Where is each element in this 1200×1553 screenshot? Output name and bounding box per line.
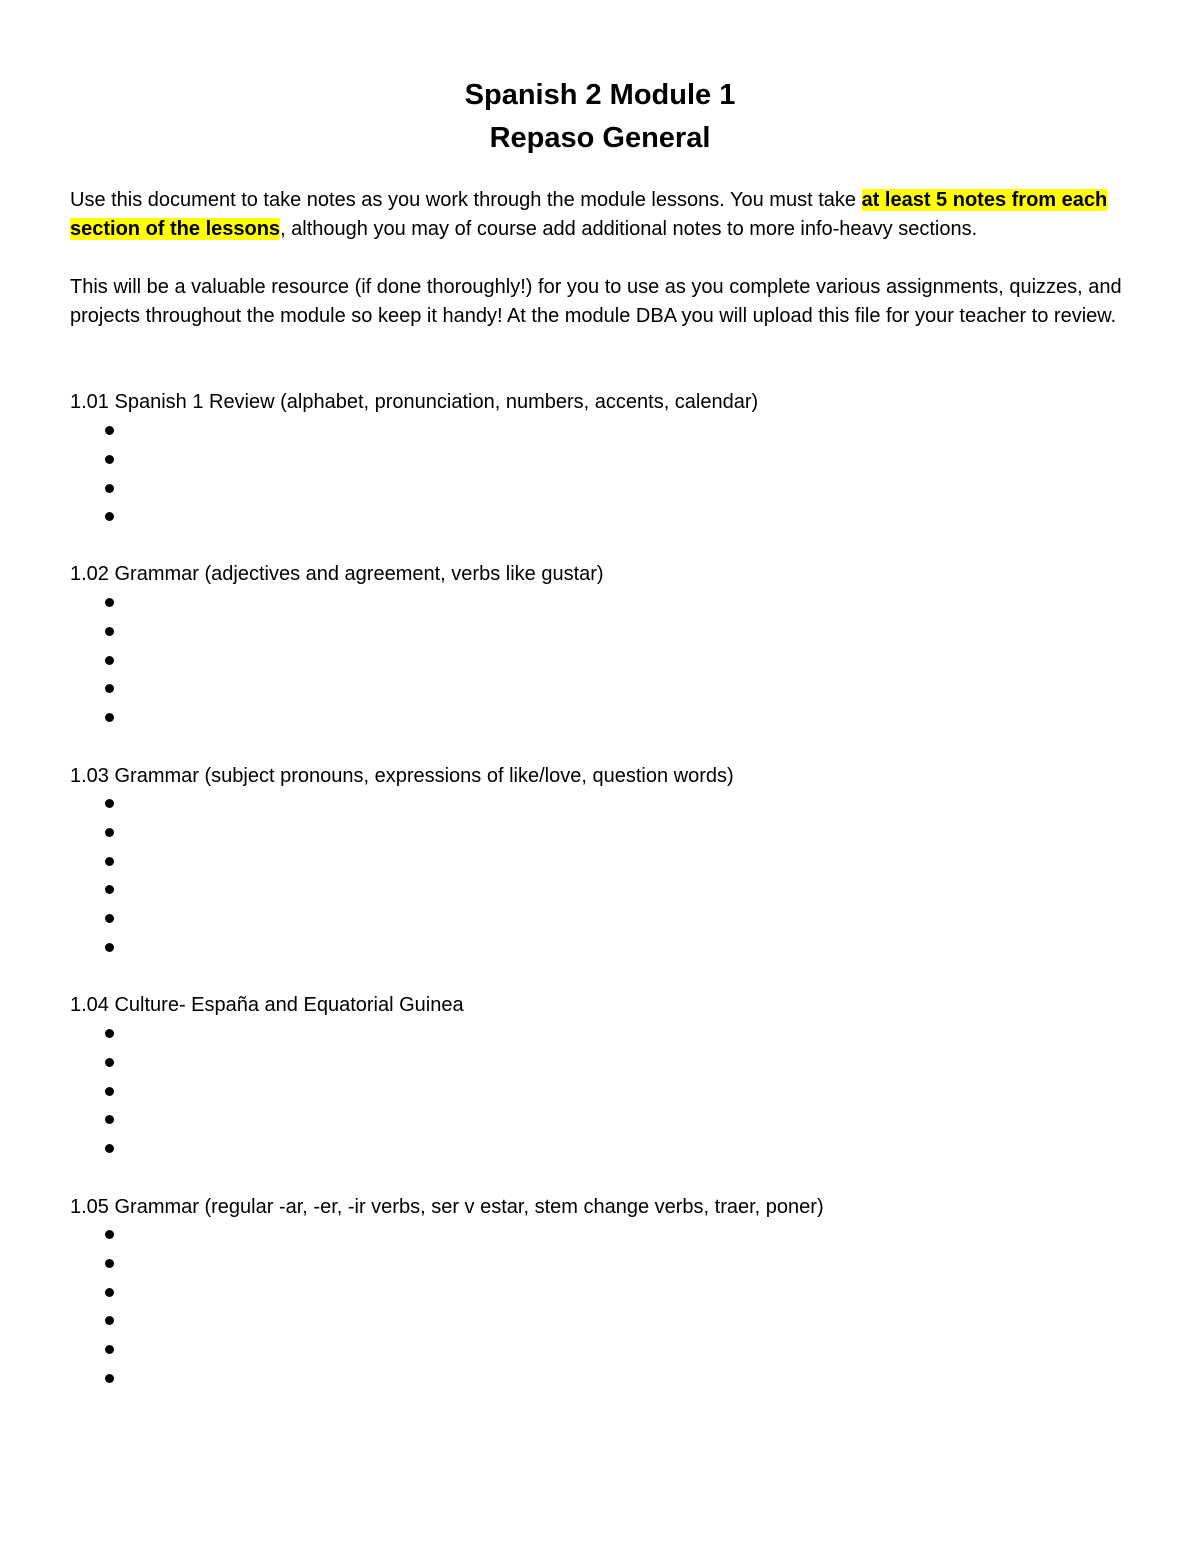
highlighted-requirement: at least 5 notes from each section of the lessons	[70, 189, 1108, 240]
section-heading-1-05: 1.05 Grammar (regular -ar, -er, -ir verbs, ser v estar, stem change verbs, traer, poner)	[70, 1196, 824, 1218]
section-heading-1-02: 1.02 Grammar (adjectives and agreement, verbs like gustar)	[70, 563, 604, 585]
document-subtitle: Repaso General	[489, 122, 711, 154]
section-heading-1-01: 1.01 Spanish 1 Review (alphabet, pronunciation, numbers, accents, calendar)	[70, 391, 759, 413]
resource-paragraph: This will be a valuable resource (if done thoroughly!) for you to use as you complete various assignments, quizzes, and projects throughout the module so keep it handy! At the module DBA you will upload this file for your teacher to review.	[70, 276, 1122, 327]
section-heading-1-03: 1.03 Grammar (subject pronouns, expressions of like/love, question words)	[70, 765, 734, 787]
intro-paragraph	[70, 186, 1145, 243]
intro-text-end: , although you may of course add additional notes to more info-heavy sections.	[280, 217, 978, 240]
section-heading-1-04: 1.04 Culture- España and Equatorial Guinea	[70, 994, 464, 1016]
intro-text: Use this document to take notes as you work through the module lessons. You must take	[70, 189, 862, 211]
document-title: Spanish 2 Module 1	[464, 79, 736, 111]
